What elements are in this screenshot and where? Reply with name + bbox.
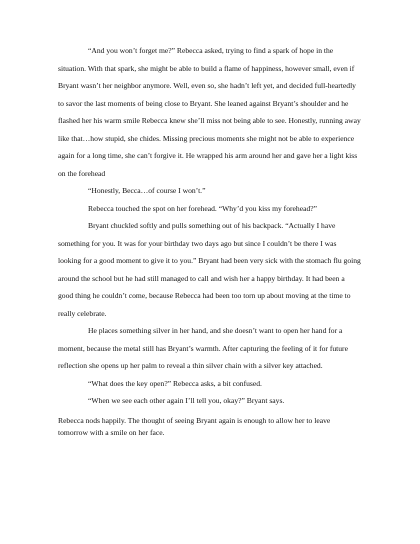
- paragraph-of-course: “Honestly, Becca…of course I won’t.”: [88, 186, 206, 195]
- paragraph-bryant-answer: “When we see each other again I’ll tell you, okay?” Bryant says.: [88, 396, 285, 405]
- paragraph-birthday-gift: Bryant chuckled softly and pulls something out of his backpack. “Actually I have something for you. It was for your birthday two days ago but since I couldn’t be there I was looking for a good moment to give it to you.” Bryant had been very sick with the stomach flu going around the school but he had still managed to call and wish her a happy birthday. It had been a good thing he couldn’t come, because Rebecca had been too torn up about moving at the time to really celebrate.: [58, 221, 361, 318]
- paragraph-forehead: Rebecca touched the spot on her forehead. “Why’d you kiss my forehead?”: [88, 203, 317, 213]
- story-text: [58, 42, 361, 439]
- paragraph-key-question: “What does the key open?” Rebecca asks, a bit confused.: [88, 378, 262, 388]
- paragraph-silver-key: He places something silver in her hand, and she doesn’t want to open her hand for a moment, because the metal still has Bryant’s warmth. After capturing the feeling of it for future reflection she opens up her palm to reveal a thin silver chain with a silver key attached.: [58, 326, 348, 370]
- paragraph-forget-me: “And you won’t forget me?” Rebecca asked, trying to find a spark of hope in the situation. With that spark, she might be able to build a flame of happiness, however small, even if Bryant wasn’t her neighbor anymore. Well, even so, she hadn’t left yet, and decided full-heartedly to savor the last moments of being close to Bryant. She leaned against Bryant’s shoulder and he flashed her his warm smile Rebecca knew she’ll miss not being able to see. Honestly, running away like that…how stupid, she chides. Missing precious moments she might not be able to experience again for a long time, she can’t forgive it. He wrapped his arm around her and gave her a light kiss on the forehead: [58, 46, 361, 178]
- paragraph-closing: Rebecca nods happily. The thought of seeing Bryant again is enough to allow her to leave tomorrow with a smile on her face.: [58, 415, 331, 437]
